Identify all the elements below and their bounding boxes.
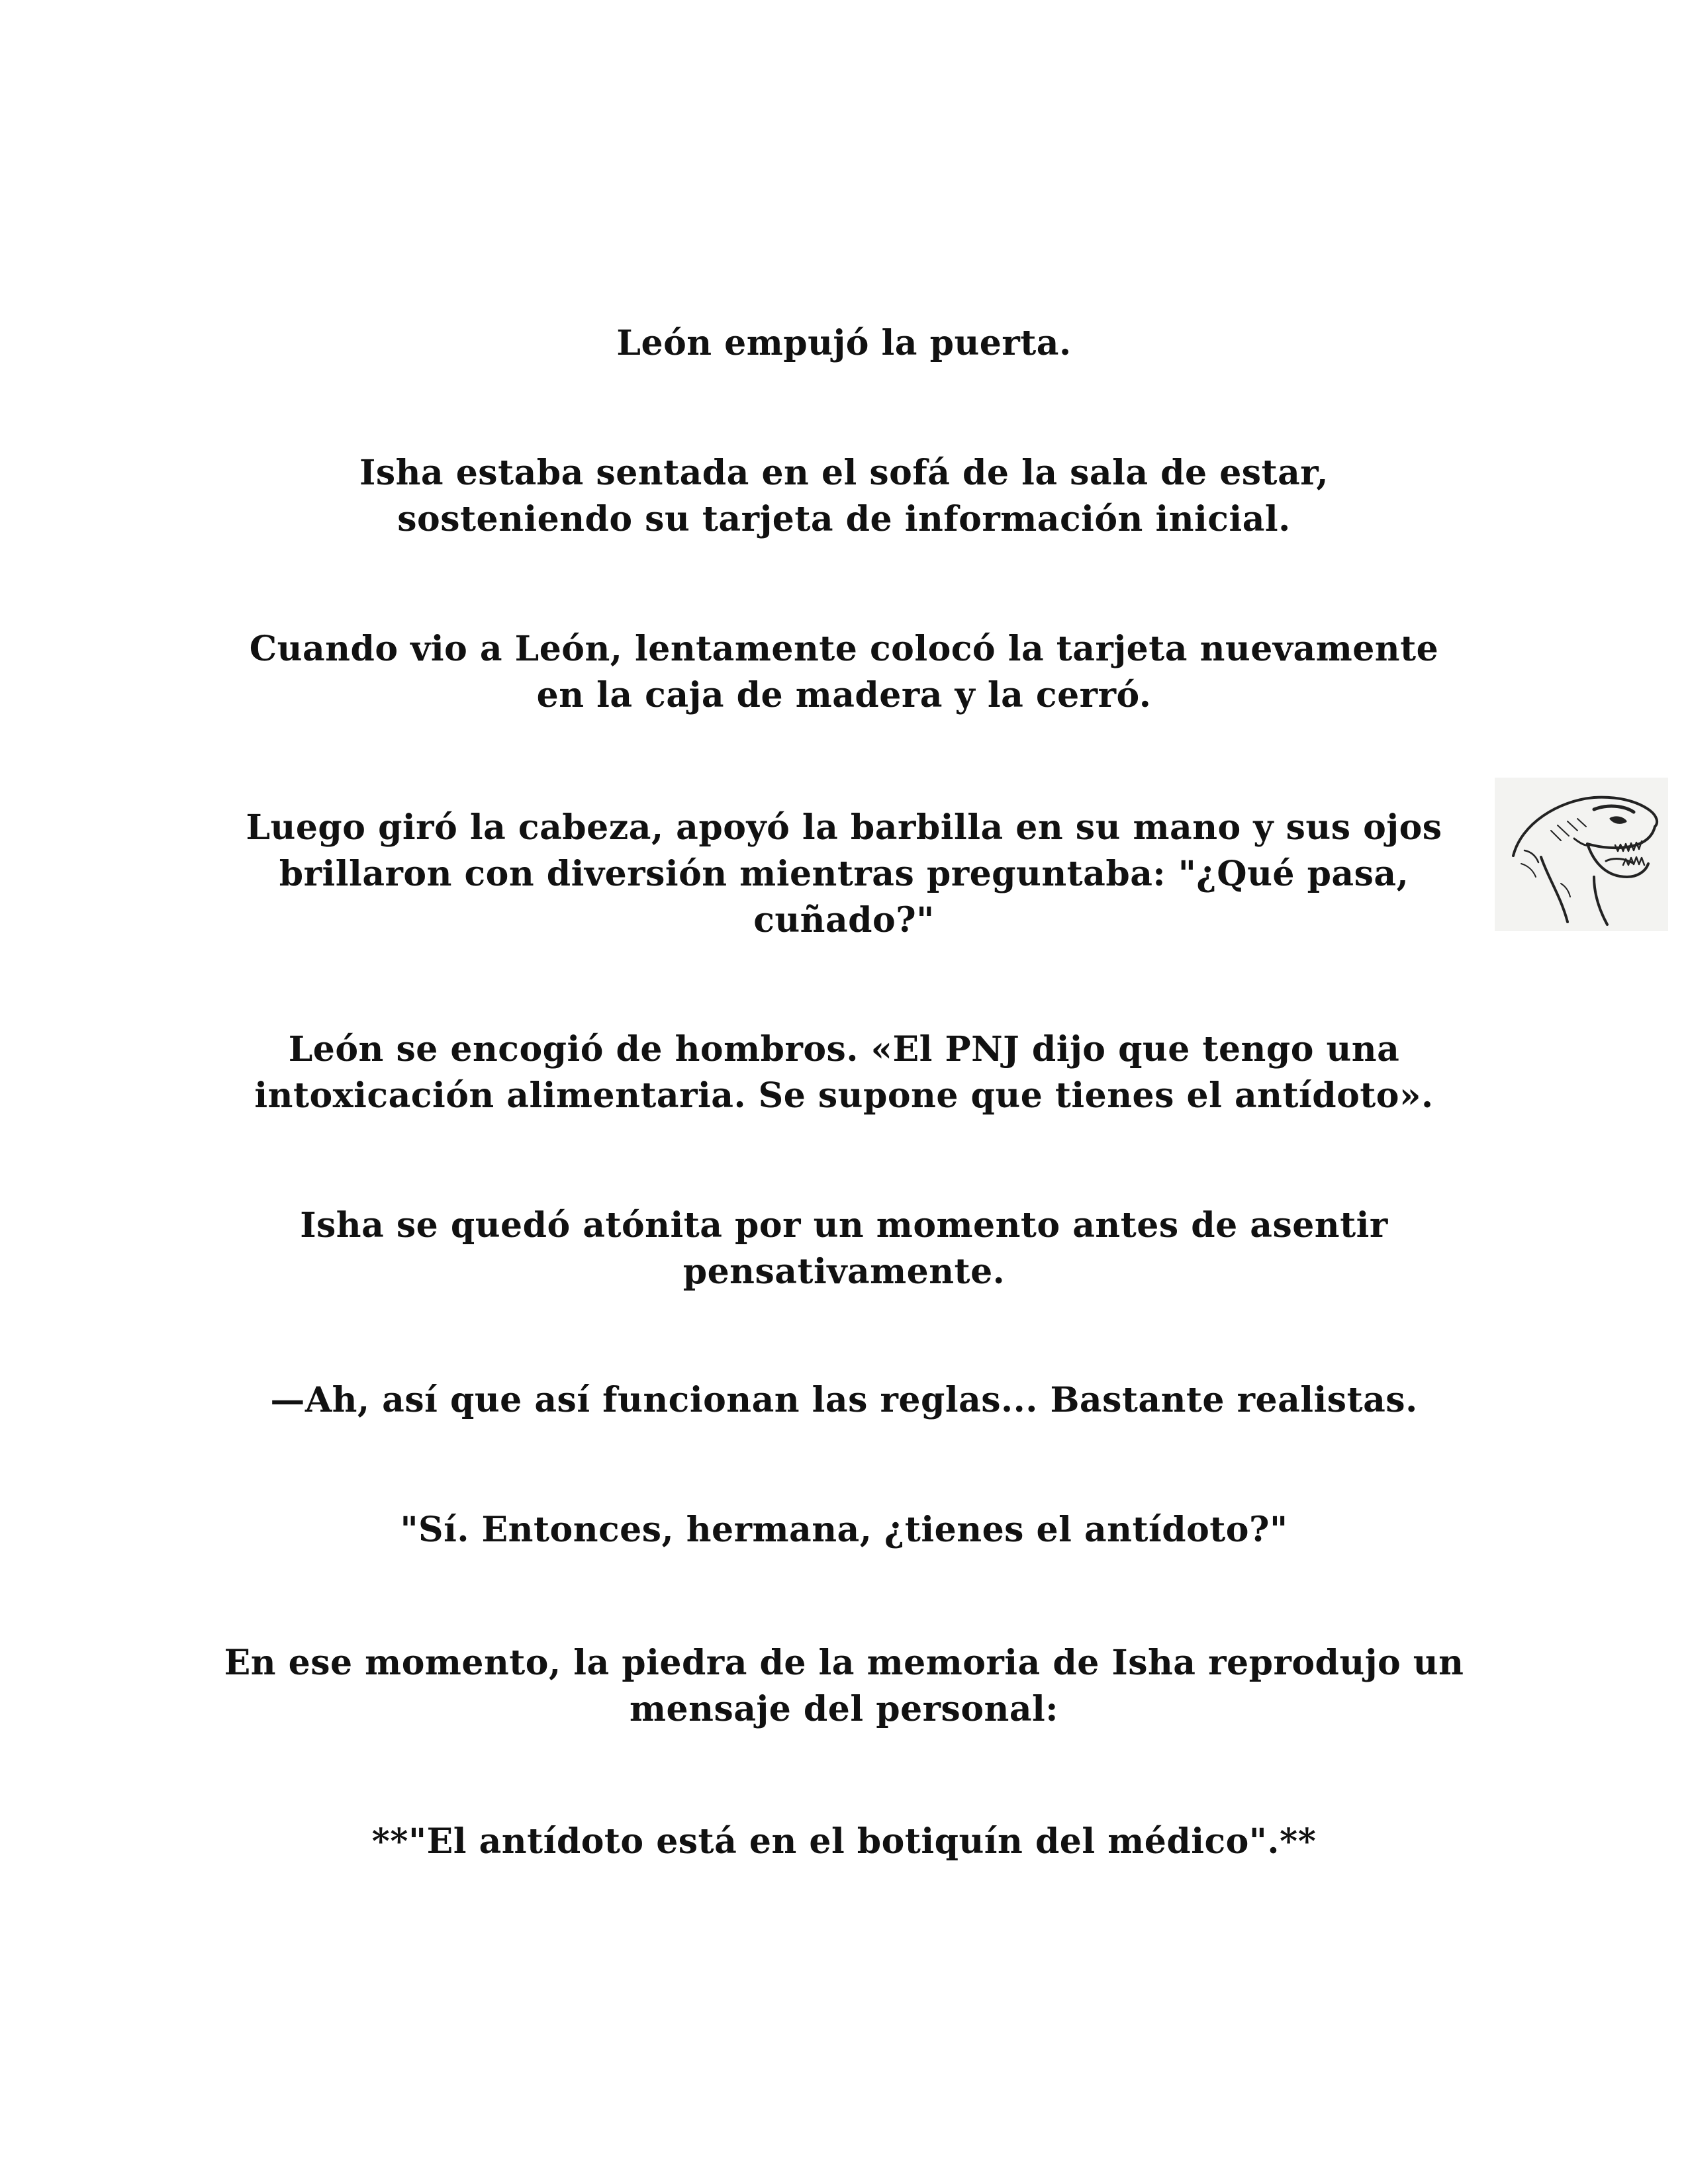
paragraph-7: —Ah, así que así funcionan las reglas... Bastante realistas. (270, 1380, 1418, 1420)
paragraph-5: León se encogió de hombros. «El PNJ dijo que tengo una intoxicación alimentaria. Se supone que tienes el antídoto». (254, 1029, 1434, 1116)
paragraph-8: "Sí. Entonces, hermana, ¿tienes el antídoto?" (400, 1510, 1288, 1550)
paragraph-6: Isha se quedó atónita por un momento antes de asentir pensativamente. (300, 1205, 1388, 1292)
paragraph-10: **"El antídoto está en el botiquín del médico".** (371, 1821, 1317, 1862)
paragraph-3: Cuando vio a León, lentamente colocó la tarjeta nuevamente en la caja de madera y la cerró. (249, 629, 1439, 715)
paragraph-4: Luego giró la cabeza, apoyó la barbilla en su mano y sus ojos brillaron con diversión mientras preguntaba: "¿Qué pasa, cuñado?" (246, 807, 1442, 940)
dinosaur-sketch-icon (1495, 778, 1668, 931)
paragraph-1: León empujó la puerta. (616, 323, 1072, 363)
paragraph-2: Isha estaba sentada en el sofá de la sala de estar, sosteniendo su tarjeta de información inicial. (359, 453, 1329, 539)
paragraph-9: En ese momento, la piedra de la memoria de Isha reprodujo un mensaje del personal: (224, 1643, 1464, 1729)
